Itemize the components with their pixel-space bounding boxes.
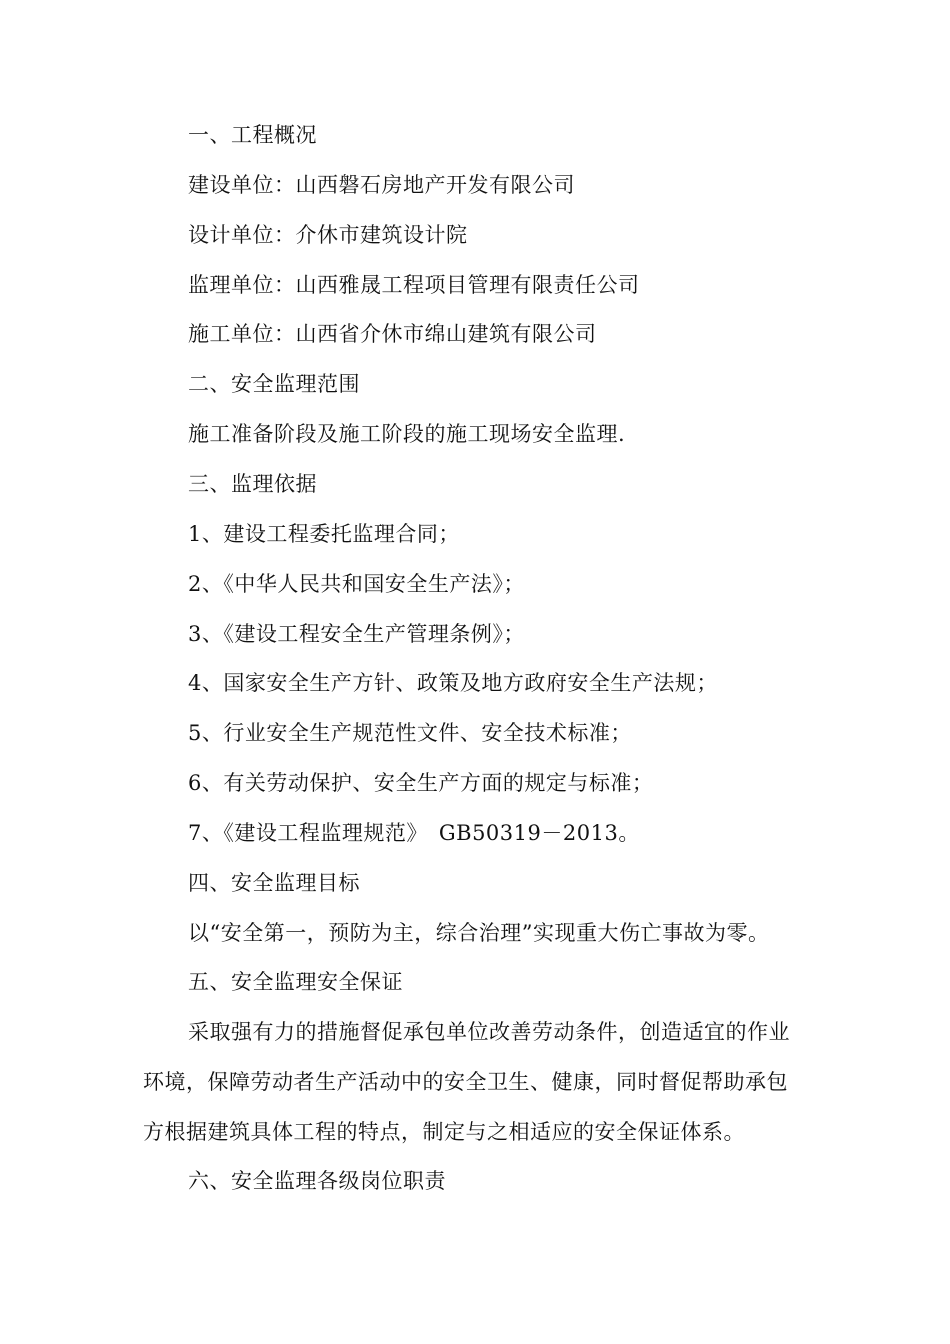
heading-safety-assurance: 五、安全监理安全保证	[188, 970, 403, 994]
basis-item-6: 6、有关劳动保护、安全生产方面的规定与标准；	[188, 771, 654, 795]
design-unit-line: 设计单位：介休市建筑设计院	[188, 223, 468, 247]
supervision-unit-line: 监理单位：山西雅晟工程项目管理有限责任公司	[188, 273, 640, 297]
basis-item-7: 7、《建设工程监理规范》 GB50319－2013。	[188, 821, 640, 845]
heading-supervision-goal: 四、安全监理目标	[188, 871, 360, 895]
basis-item-4: 4、国家安全生产方针、政策及地方政府安全生产法规；	[188, 671, 718, 695]
basis-item-5: 5、行业安全生产规范性文件、安全技术标准；	[188, 721, 632, 745]
heading-project-overview: 一、工程概况	[188, 123, 317, 147]
construction-unit-line: 施工单位：山西省介休市绵山建筑有限公司	[188, 322, 597, 346]
heading-supervision-scope: 二、安全监理范围	[188, 372, 360, 396]
assurance-paragraph-line-2: 环境，保障劳动者生产活动中的安全卫生、健康，同时督促帮助承包	[143, 1070, 788, 1094]
basis-item-1: 1、建设工程委托监理合同；	[188, 522, 460, 546]
basis-item-2: 2、《中华人民共和国安全生产法》；	[188, 572, 525, 596]
heading-post-responsibilities: 六、安全监理各级岗位职责	[188, 1169, 446, 1193]
assurance-paragraph-line-1: 采取强有力的措施督促承包单位改善劳动条件，创造适宜的作业	[188, 1020, 790, 1044]
goal-text: 以“安全第一，预防为主，综合治理”实现重大伤亡事故为零。	[188, 921, 770, 945]
scope-text: 施工准备阶段及施工阶段的施工现场安全监理.	[188, 422, 626, 446]
assurance-paragraph-line-3: 方根据建筑具体工程的特点，制定与之相适应的安全保证体系。	[143, 1120, 745, 1144]
owner-unit-line: 建设单位：山西磐石房地产开发有限公司	[188, 173, 575, 197]
heading-supervision-basis: 三、监理依据	[188, 472, 317, 496]
basis-item-3: 3、《建设工程安全生产管理条例》；	[188, 622, 525, 646]
